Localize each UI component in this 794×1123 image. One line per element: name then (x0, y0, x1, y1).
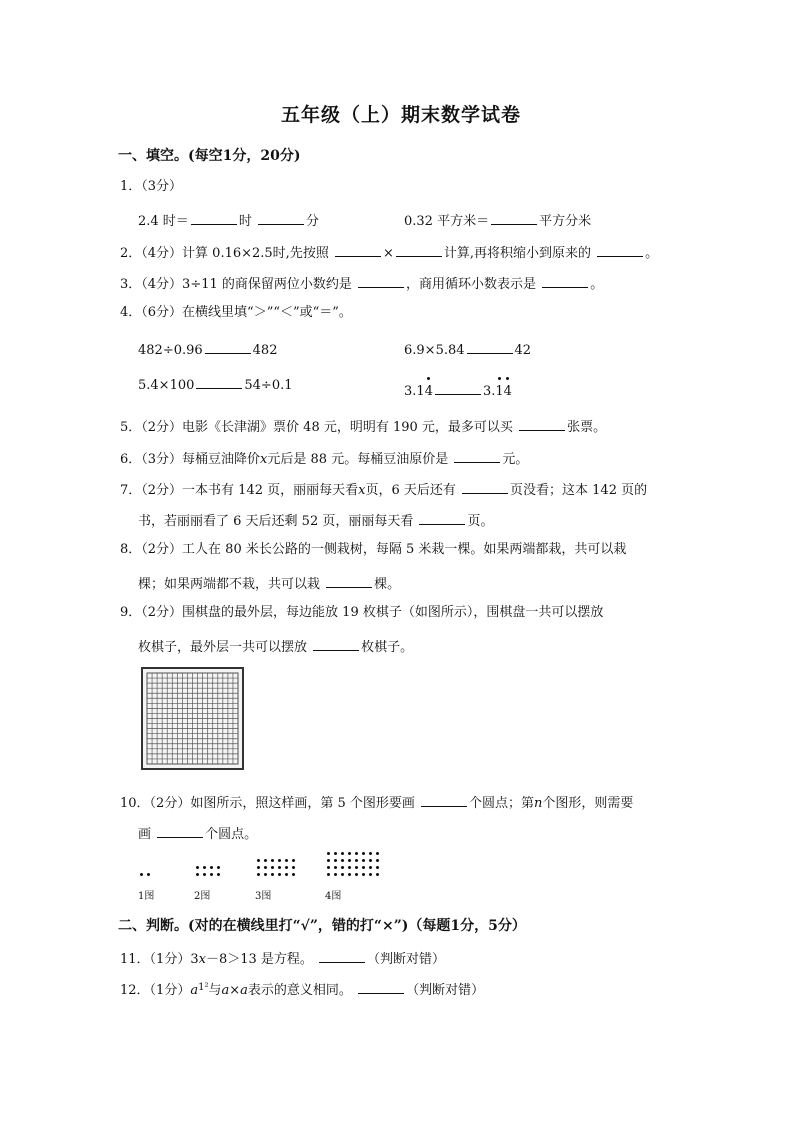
dot (362, 873, 365, 876)
dot (348, 852, 351, 855)
answer-blank[interactable] (319, 948, 365, 963)
question-9-line-1: 9．（2分）围棋盘的最外层，每边能放 19 枚棋子（如图所示），围棋盘一共可以摆放 (120, 605, 604, 620)
dot (140, 873, 143, 876)
dot (334, 873, 337, 876)
dot (264, 873, 267, 876)
question-1-part-b: 0.32 平方米＝ 平方分米 (404, 210, 591, 231)
go-board-image (141, 667, 244, 770)
dot (285, 859, 288, 862)
question-3: 3．（4分）3÷11 的商保留两位小数约是 ，商用循环小数表示是 。 (120, 273, 603, 294)
dot (203, 873, 206, 876)
dot (327, 873, 330, 876)
dot (362, 866, 365, 869)
dot (362, 859, 365, 862)
dot (376, 866, 379, 869)
dot (348, 859, 351, 862)
dot (203, 866, 206, 869)
dot (327, 866, 330, 869)
dot (327, 852, 330, 855)
dot (147, 873, 150, 876)
question-8-line-1: 8．（2分）工人在 80 米长公路的一侧栽树，每隔 5 米栽一棵。如果两端都栽，共可以栽 (120, 542, 627, 557)
dot (334, 859, 337, 862)
dot (348, 866, 351, 869)
dot (376, 873, 379, 876)
dot (292, 866, 295, 869)
answer-blank[interactable] (419, 510, 465, 525)
question-12: 12．（1分）$a^{1^2}$与a×a表示的意义相同。 （判断对错） (120, 979, 484, 1000)
answer-blank[interactable] (454, 448, 500, 463)
compare-1: 482÷0.96 482 (138, 339, 277, 360)
dot (278, 873, 281, 876)
question-6: 6．（3分）每桶豆油降价x元后是 88 元。每桶豆油原价是 元。 (120, 448, 528, 469)
question-5: 5．（2分）电影《长津湖》票价 48 元，明明有 190 元，最多可以买 张票。 (120, 416, 606, 437)
dot (369, 866, 372, 869)
dot (278, 866, 281, 869)
dot (217, 873, 220, 876)
dot (278, 859, 281, 862)
dot (271, 866, 274, 869)
dot (369, 873, 372, 876)
answer-blank[interactable] (358, 979, 404, 994)
figure-label: 4图 (325, 891, 342, 902)
question-10-line-2: 画 个圆点。 (138, 823, 257, 844)
answer-blank[interactable] (396, 242, 442, 257)
dot (355, 859, 358, 862)
figure-label: 2图 (194, 891, 211, 902)
figure-label: 3图 (255, 891, 272, 902)
dot (196, 873, 199, 876)
compare-4: 3.14 3.14 (404, 380, 512, 401)
dot (334, 852, 337, 855)
compare-2: 6.9×5.84 42 (404, 339, 531, 360)
dot (376, 859, 379, 862)
dot (257, 873, 260, 876)
answer-blank[interactable] (313, 636, 359, 651)
dot (257, 859, 260, 862)
dot (285, 873, 288, 876)
question-4-header: 4．（6分）在横线里填“＞”“＜”或“＝”。 (120, 305, 352, 320)
question-1-part-a: 2.4 时＝ 时 分 (138, 210, 319, 231)
repeating-digit: 4 (503, 384, 512, 399)
answer-blank[interactable] (358, 273, 404, 288)
answer-blank[interactable] (542, 273, 588, 288)
dot (327, 859, 330, 862)
dot (334, 866, 337, 869)
dot (210, 866, 213, 869)
question-7-line-2: 书，若丽丽看了 6 天后还剩 52 页，丽丽每天看 页。 (138, 510, 494, 531)
answer-blank[interactable] (519, 416, 565, 431)
question-1-header: 1．（3分） (120, 179, 183, 194)
dot (264, 866, 267, 869)
answer-blank[interactable] (205, 339, 251, 354)
dot (348, 873, 351, 876)
dot (196, 866, 199, 869)
dot (355, 873, 358, 876)
answer-blank[interactable] (196, 374, 242, 389)
answer-blank[interactable] (491, 210, 537, 225)
answer-blank[interactable] (435, 380, 481, 395)
answer-blank[interactable] (421, 792, 467, 807)
dot (341, 859, 344, 862)
answer-blank[interactable] (335, 242, 381, 257)
dot (376, 852, 379, 855)
dot (264, 859, 267, 862)
page-title: 五年级（上）期末数学试卷 (281, 104, 522, 126)
dot (271, 873, 274, 876)
dot (341, 866, 344, 869)
question-8-line-2: 棵；如果两端都不栽，共可以栽 棵。 (138, 573, 400, 594)
dot (355, 852, 358, 855)
question-10-line-1: 10．（2分）如图所示，照这样画，第 5 个图形要画 个圆点；第n个图形，则需要 (120, 792, 633, 813)
dot (341, 852, 344, 855)
section-judge-header: 二、判断。(对的在横线里打“√”，错的打“×”)（每题1分，5分） (118, 918, 526, 934)
question-11: 11．（1分）3x－8＞13 是方程。 （判断对错） (120, 948, 445, 969)
dot (257, 866, 260, 869)
repeating-digit: 4 (424, 384, 433, 399)
question-2: 2．（4分）计算 0.16×2.5时,先按照 × 计算,再将积缩小到原来的 。 (120, 242, 658, 263)
dot (285, 866, 288, 869)
answer-blank[interactable] (462, 479, 508, 494)
dot (369, 852, 372, 855)
dot (362, 852, 365, 855)
answer-blank[interactable] (467, 339, 513, 354)
dot (341, 873, 344, 876)
dot (217, 866, 220, 869)
dot (369, 859, 372, 862)
answer-blank[interactable] (597, 242, 643, 257)
dot (355, 866, 358, 869)
question-9-line-2: 枚棋子，最外层一共可以摆放 枚棋子。 (138, 636, 413, 657)
dot (292, 859, 295, 862)
dot (292, 873, 295, 876)
question-7-line-1: 7．（2分）一本书有 142 页，丽丽每天看x页，6 天后还有 页没看；这本 142 页的 (120, 479, 647, 500)
answer-blank[interactable] (157, 823, 203, 838)
answer-blank[interactable] (326, 573, 372, 588)
dot (210, 873, 213, 876)
compare-3: 5.4×100 54÷0.1 (138, 374, 293, 395)
answer-blank[interactable] (191, 210, 237, 225)
figure-label: 1图 (138, 891, 155, 902)
repeating-digit: 1 (495, 384, 504, 399)
dot (271, 859, 274, 862)
answer-blank[interactable] (258, 210, 304, 225)
section-fill-in-header: 一、填空。(每空1分，20分) (118, 148, 301, 164)
